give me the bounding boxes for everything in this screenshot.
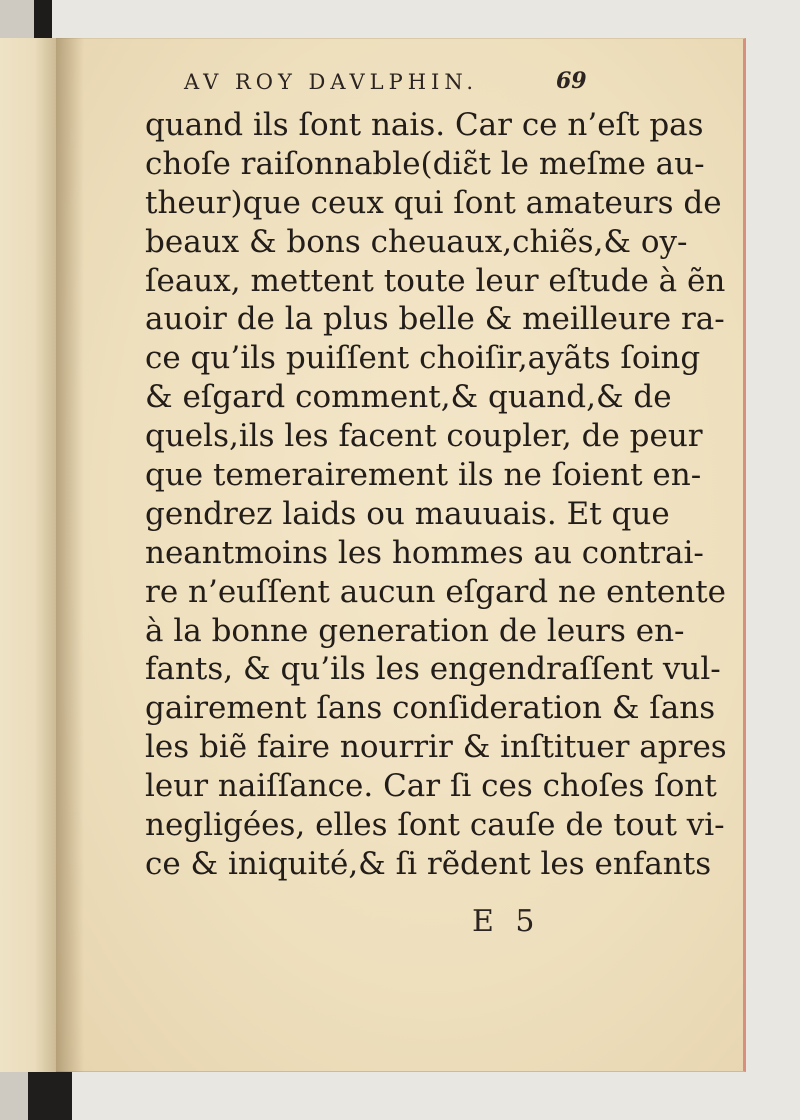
text-line: leur naiſſance. Car ſi ces choſes ſont [145, 768, 717, 805]
text-line: beaux & bons cheuaux,chiẽs,& oy- [145, 223, 688, 260]
page-number: 69 [556, 68, 587, 94]
text-line: ſeaux, mettent toute leur eſtude à ẽn [145, 262, 726, 299]
text-line: fants, & qu’ils les engendraſſent vul- [145, 651, 721, 688]
text-line: choſe raiſonnable(diɛ̃t le meſme au- [145, 145, 705, 182]
signature-mark: E 5 [472, 904, 541, 939]
text-line: quels,ils les facent coupler, de peur [145, 418, 703, 455]
text-line: gairement ſans conſideration & ſans [145, 690, 716, 727]
facing-page-edge [0, 38, 59, 1072]
text-line: ce & iniquité,& ſi rẽdent les enfants [145, 845, 712, 882]
gutter-shadow [56, 38, 84, 1072]
text-line: quand ils ſont nais. Car ce n’eſt pas [145, 107, 704, 143]
text-line: les biẽ faire nourrir & inſtituer apres [145, 729, 727, 766]
text-line: auoir de la plus belle & meilleure ra- [145, 301, 725, 338]
book-cover-top [0, 0, 52, 40]
text-line: theur)que ceux qui ſont amateurs de [145, 184, 722, 221]
text-line: à la bonne generation de leurs en- [145, 612, 685, 649]
running-head: AV ROY DAVLPHIN. [184, 70, 479, 94]
book-cover-bottom [0, 1068, 72, 1120]
text-line: re n’euſſent aucun eſgard ne entente [145, 573, 727, 610]
text-line: negligées, elles ſont cauſe de tout vi- [145, 807, 725, 844]
text-line: que temerairement ils ne ſoient en- [145, 457, 702, 494]
text-line: gendrez laids ou mauuais. Et que [145, 495, 670, 532]
text-line: neantmoins les hommes au contrai- [145, 534, 704, 571]
text-line: & eſgard comment,& quand,& de [145, 379, 672, 416]
text-line: ce qu’ils puiſſent choiſir,ayãts ſoing [145, 340, 701, 377]
body-text [145, 106, 727, 884]
